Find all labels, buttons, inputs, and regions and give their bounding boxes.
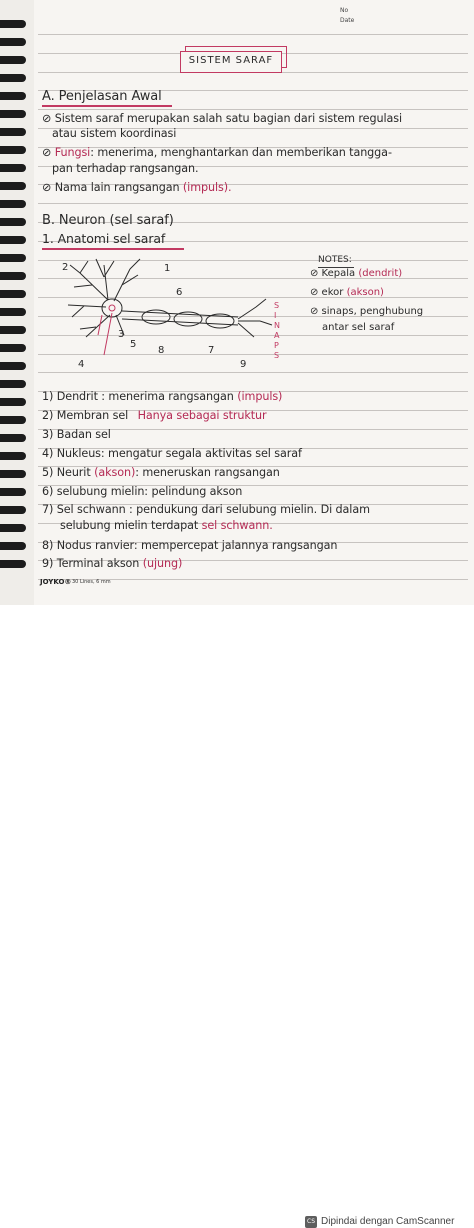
sinaps-letter-1: S (274, 301, 280, 310)
diagram-label-2: 2 (62, 262, 69, 273)
list-item (42, 447, 302, 460)
list-item-text: Nodus ranvier: mempercepat jalannya rangsangan (56, 539, 338, 552)
neuron-diagram (60, 255, 310, 370)
list-item-number: 1) (42, 390, 54, 403)
diagram-label-5: 5 (130, 339, 137, 350)
list-item-number: 5) (42, 466, 54, 479)
diagram-label-7: 7 (208, 345, 215, 356)
scanner-text: Dipindai dengan CamScanner (321, 1216, 455, 1227)
list-item-extra: (impuls) (237, 390, 283, 403)
list-item-extra: (akson) (94, 466, 136, 479)
notes-item-1-value: (dendrit) (358, 268, 403, 279)
list-item-number: 3) (42, 428, 54, 441)
list-item (42, 466, 280, 479)
notes-item-2-value: (akson) (346, 287, 384, 298)
list-item (42, 428, 111, 441)
diagram-label-8: 8 (158, 345, 165, 356)
notes-item-2-prefix: ⊘ ekor (310, 287, 344, 298)
list-item (42, 390, 282, 403)
list-item-number: 7) (42, 503, 54, 516)
section-a-line2: atau sistem koordinasi (52, 127, 177, 140)
notes-item-3-line1: ⊘ sinaps, penghubung (310, 306, 424, 317)
list-item-rest: : meneruskan rangsangan (135, 466, 280, 479)
list-item (60, 519, 273, 532)
diagram-label-6: 6 (176, 287, 183, 298)
list-item-text: Neurit (56, 466, 91, 479)
notes-item-3-line2: antar sel saraf (322, 322, 395, 333)
nama-value: (impuls). (182, 181, 232, 194)
nama-line (42, 181, 231, 194)
list-item-text: Terminal akson (56, 557, 140, 570)
sinaps-letter-4: A (274, 331, 280, 340)
notes-item-1 (310, 268, 402, 279)
list-item-text: Dendrit : menerima rangsangan (56, 390, 234, 403)
diagram-label-3: 3 (118, 329, 125, 340)
title-box (180, 51, 282, 73)
list-item (42, 557, 182, 570)
section-b-sub: 1. Anatomi sel saraf (42, 231, 166, 246)
list-item-text: Membran sel (56, 409, 129, 422)
list-item-extra: Hanya sebagai struktur (137, 409, 267, 422)
section-b-underline (42, 248, 184, 250)
fungsi-label: Fungsi (54, 146, 91, 159)
fungsi-line (42, 146, 392, 159)
no-label: No (340, 7, 349, 14)
section-a-underline (42, 105, 172, 107)
list-item (42, 409, 267, 422)
list-item-text: Nukleus: mengatur segala aktivitas sel saraf (56, 447, 302, 460)
spiral-binding (0, 0, 34, 605)
list-item (42, 539, 337, 552)
rule-line (38, 34, 468, 35)
rule-line (38, 372, 468, 373)
camscanner-icon: CS (305, 1216, 317, 1228)
notebook-page (0, 0, 474, 605)
list-item-text: selubung mielin terdapat (60, 519, 199, 532)
sinaps-letter-3: N (274, 321, 280, 330)
section-a-heading: A. Penjelasan Awal (42, 89, 162, 104)
list-item-extra: (ujung) (142, 557, 183, 570)
sinaps-letter-2: I (274, 311, 277, 320)
fungsi-line2: pan terhadap rangsangan. (52, 162, 199, 175)
scanner-footer (0, 605, 474, 1227)
list-item-text: Badan sel (56, 428, 111, 441)
sinaps-letter-5: P (274, 341, 279, 350)
list-item-number: 2) (42, 409, 54, 422)
diagram-label-4: 4 (78, 359, 85, 370)
diagram-label-1: 1 (164, 263, 171, 274)
section-a-line1: ⊘ Sistem saraf merupakan salah satu bagian dari sistem regulasi (42, 112, 402, 125)
list-item-text: Sel schwann : pendukung dari selubung mielin. Di dalam (56, 503, 370, 516)
notes-item-2 (310, 287, 384, 298)
date-label: Date (340, 17, 355, 24)
list-item-extra: sel schwann. (201, 519, 273, 532)
list-item-number: 8) (42, 539, 54, 552)
notes-item-1-prefix: ⊘ Kepala (310, 268, 356, 279)
list-item (42, 485, 242, 498)
page-title: SISTEM SARAF (188, 55, 274, 66)
brand-logo: JOYKO® (40, 578, 72, 586)
sinaps-letter-6: S (274, 351, 280, 360)
list-item-number: 6) (42, 485, 54, 498)
rule-line (38, 109, 468, 110)
fungsi-rest: : menerima, menghantarkan dan memberikan tangga- (90, 146, 392, 159)
section-b-heading: B. Neuron (sel saraf) (42, 213, 174, 228)
fungsi-prefix: ⊘ (42, 146, 52, 159)
list-item-number: 9) (42, 557, 54, 570)
list-item-number: 4) (42, 447, 54, 460)
rule-line (38, 203, 468, 204)
list-item-text: selubung mielin: pelindung akson (56, 485, 243, 498)
list-item (42, 503, 370, 516)
diagram-label-9: 9 (240, 359, 247, 370)
paper-spec: 30 Lines, 6 mm (72, 579, 111, 585)
nama-prefix: ⊘ Nama lain rangsangan (42, 181, 180, 194)
notes-title: NOTES: (318, 255, 352, 265)
